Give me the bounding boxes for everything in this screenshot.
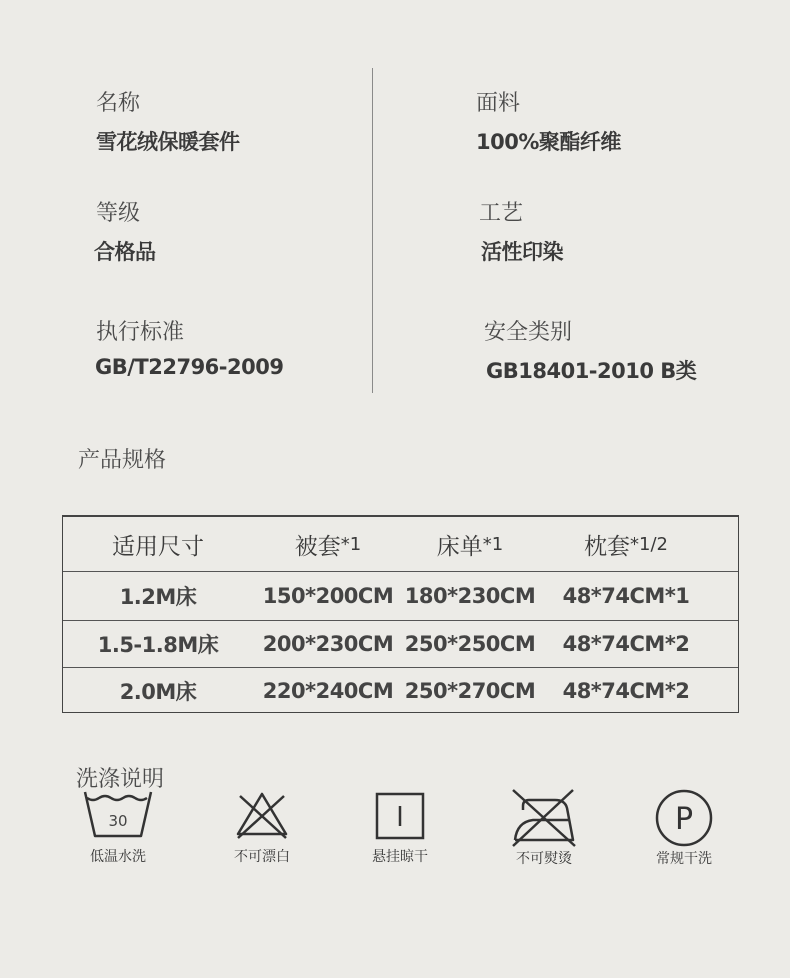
cell-pillowcase: 48*74CM*1 [562, 584, 690, 608]
craft-value: 活性印染 [481, 240, 563, 264]
care-item-hang-dry [340, 788, 460, 866]
safety-label: 安全类别 [484, 320, 573, 345]
cell-duvet-cover: 220*240CM [262, 678, 394, 703]
hang-dry-label: 悬挂晾干 [372, 849, 428, 865]
cell-pillowcase: 48*74CM*2 [562, 632, 690, 656]
no-iron-label: 不可熨烫 [516, 851, 572, 867]
wash-30-icon [83, 788, 153, 840]
table-row [63, 668, 738, 713]
care-item-no-iron [484, 788, 604, 868]
name-value: 雪花绒保暖套件 [96, 130, 240, 154]
table-row [63, 621, 738, 668]
wash-temp-badge: 30 [108, 812, 128, 830]
fabric-label: 面料 [476, 91, 521, 116]
fabric-value: 100%聚酯纤维 [476, 130, 621, 154]
cell-bed-sheet: 250*250CM [404, 632, 536, 656]
cell-bed-sheet: 250*270CM [404, 678, 536, 703]
craft-label: 工艺 [479, 201, 524, 226]
care-item-wash [58, 788, 178, 866]
header-bed-sheet: 床单 *1 [436, 533, 504, 560]
cell-size: 1.2M床 [119, 585, 197, 609]
wash-label: 低温水洗 [90, 849, 146, 865]
standard-label: 执行标准 [96, 320, 185, 345]
hang-dry-icon [370, 788, 430, 840]
dry-clean-badge: P [674, 802, 694, 837]
cell-bed-sheet: 180*230CM [404, 584, 536, 608]
header-pillowcase: 枕套 *1/2 [584, 533, 668, 560]
header-size: 适用尺寸 [112, 533, 204, 560]
spec-title: 产品规格 [78, 448, 167, 473]
grade-value: 合格品 [94, 240, 156, 264]
cell-pillowcase: 48*74CM*2 [562, 678, 690, 703]
table-row [63, 572, 738, 621]
info-divider [372, 68, 373, 393]
spec-table [62, 515, 739, 713]
cell-size: 1.5-1.8M床 [97, 633, 219, 657]
grade-label: 等级 [96, 201, 141, 226]
cell-duvet-cover: 150*200CM [262, 584, 394, 608]
no-bleach-icon [232, 788, 292, 840]
care-title: 洗涤说明 [76, 767, 165, 792]
care-item-dry-clean [624, 788, 744, 868]
dry-clean-label: 常规干洗 [656, 851, 712, 867]
cell-duvet-cover: 200*230CM [262, 632, 394, 656]
standard-value: GB/T22796-2009 [95, 355, 284, 379]
safety-value: GB18401-2010 B类 [486, 359, 697, 383]
no-bleach-label: 不可漂白 [234, 849, 290, 865]
header-duvet-cover: 被套 *1 [294, 533, 362, 560]
care-item-no-bleach [202, 788, 322, 866]
cell-size: 2.0M床 [119, 679, 197, 704]
no-iron-icon [509, 788, 579, 848]
name-label: 名称 [96, 91, 141, 116]
dry-clean-p-icon [654, 788, 714, 848]
table-header-row [63, 517, 738, 572]
